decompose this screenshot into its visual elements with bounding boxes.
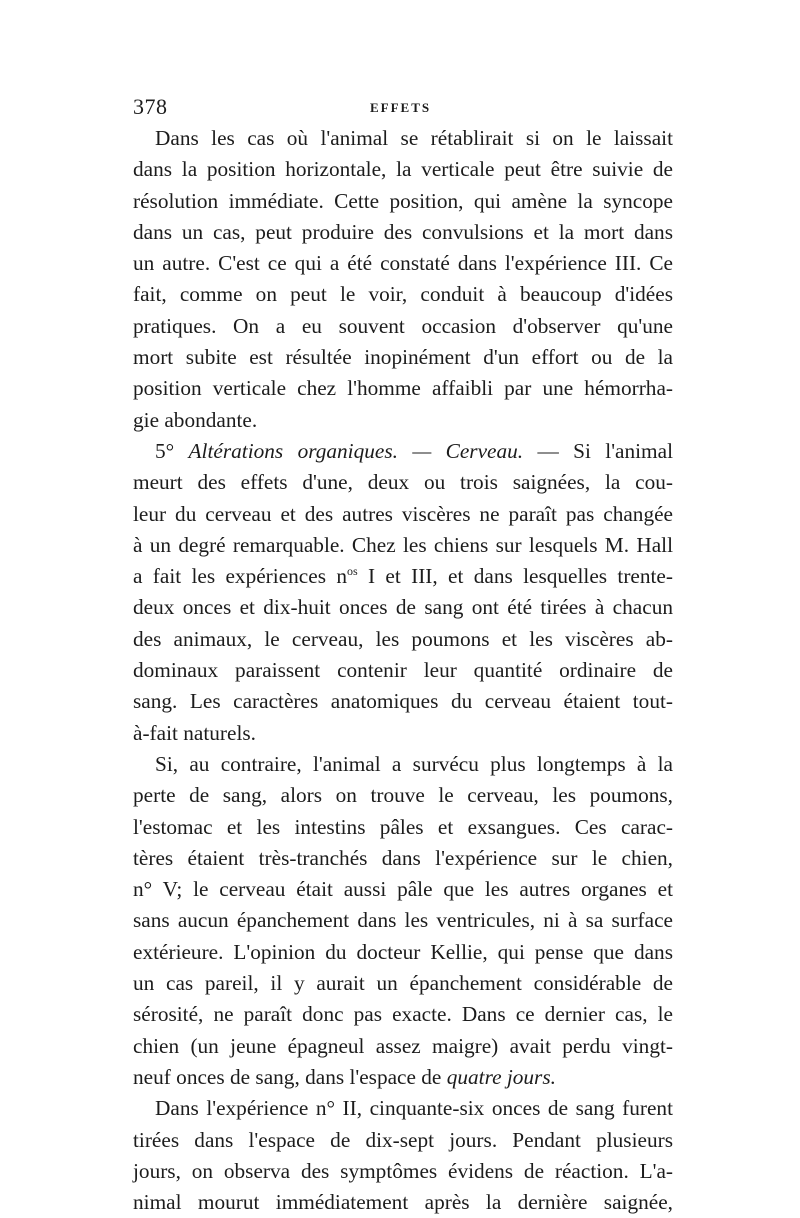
text-fragment: I et III, et dans lesquelles trente- — [357, 564, 673, 589]
text-line: sans aucun épanchement dans les ventricules, ni à sa surface — [133, 908, 673, 933]
text-line: dominaux paraissent contenir leur quantité ordinaire de — [133, 658, 673, 683]
text-line: deux onces et dix-huit onces de sang ont été tirées à chacun — [133, 595, 673, 620]
body-text — [133, 123, 673, 1218]
text-line: perte de sang, alors on trouve le cerveau, les poumons, — [133, 783, 673, 808]
text-line: tères étaient très-tranchés dans l'expérience sur le chien, — [133, 845, 673, 870]
text-line: leur du cerveau et des autres viscères ne paraît pas changée — [133, 501, 673, 526]
text-line: position verticale chez l'homme affaibli par une hémorrha- — [133, 376, 673, 401]
text-line: l'estomac et les intestins pâles et exsangues. Ces carac- — [133, 814, 673, 839]
text-line: dans la position horizontale, la verticale peut être suivie de — [133, 157, 673, 182]
text-line: à-fait naturels. — [133, 720, 256, 745]
text-fragment: — Si l'animal — [523, 438, 673, 463]
page-number: 378 — [133, 94, 168, 119]
text-line: un autre. C'est ce qui a été constaté dans l'expérience III. Ce — [133, 251, 673, 276]
text-line: dans un cas, peut produire des convulsions et la mort dans — [133, 219, 673, 244]
text-line: gie abondante. — [133, 407, 258, 432]
section-heading: Altérations organiques. — Cerveau. — [188, 438, 524, 463]
text-line: un cas pareil, il y aurait un épanchement considérable de — [133, 971, 673, 996]
text-line-with-superscript — [133, 561, 673, 592]
text-line: chien (un jeune épagneul assez maigre) avait perdu vingt- — [133, 1033, 673, 1058]
text-line: tirées dans l'espace de dix-sept jours. Pendant plusieurs — [133, 1127, 673, 1152]
text-line: sang. Les caractères anatomiques du cerveau étaient tout- — [133, 689, 673, 714]
superscript: os — [346, 564, 358, 579]
text-line-with-italic — [133, 1062, 673, 1093]
text-line: mort subite est résultée inopinément d'un effort ou de la — [133, 345, 673, 370]
text-line: fait, comme on peut le voir, conduit à beaucoup d'idées — [133, 282, 673, 307]
text-line: extérieure. L'opinion du docteur Kellie, qui pense que dans — [133, 939, 673, 964]
text-line: pratiques. On a eu souvent occasion d'observer qu'une — [133, 313, 673, 338]
text-line: résolution immédiate. Cette position, qui amène la syncope — [133, 188, 673, 213]
text-line: jours, on observa des symptômes évidens de réaction. L'a- — [133, 1158, 673, 1183]
text-line-section-heading — [133, 436, 673, 467]
text-fragment: neuf onces de sang, dans l'espace de — [133, 1064, 447, 1089]
italic-phrase: quatre jours. — [446, 1064, 556, 1089]
text-line: à un degré remarquable. Chez les chiens sur lesquels M. Hall — [133, 532, 673, 557]
text-line: sérosité, ne paraît donc pas exacte. Dans ce dernier cas, le — [133, 1002, 673, 1027]
text-line: Dans les cas où l'animal se rétablirait si on le laissait — [155, 126, 673, 150]
text-line: Si, au contraire, l'animal a survécu plus longtemps à la — [155, 751, 673, 776]
text-line: nimal mourut immédiatement après la dernière saignée, — [133, 1190, 673, 1215]
section-number: 5° — [155, 438, 189, 463]
text-line: n° V; le cerveau était aussi pâle que les autres organes et — [133, 877, 673, 902]
running-head: EFFETS — [370, 100, 432, 115]
text-line: Dans l'expérience n° II, cinquante-six onces de sang furent — [155, 1096, 673, 1121]
page-header — [133, 94, 673, 124]
text-fragment: a fait les expériences n — [133, 564, 347, 589]
text-line: des animaux, le cerveau, les poumons et les viscères ab- — [133, 626, 673, 651]
text-line: meurt des effets d'une, deux ou trois saignées, la cou- — [133, 470, 673, 495]
